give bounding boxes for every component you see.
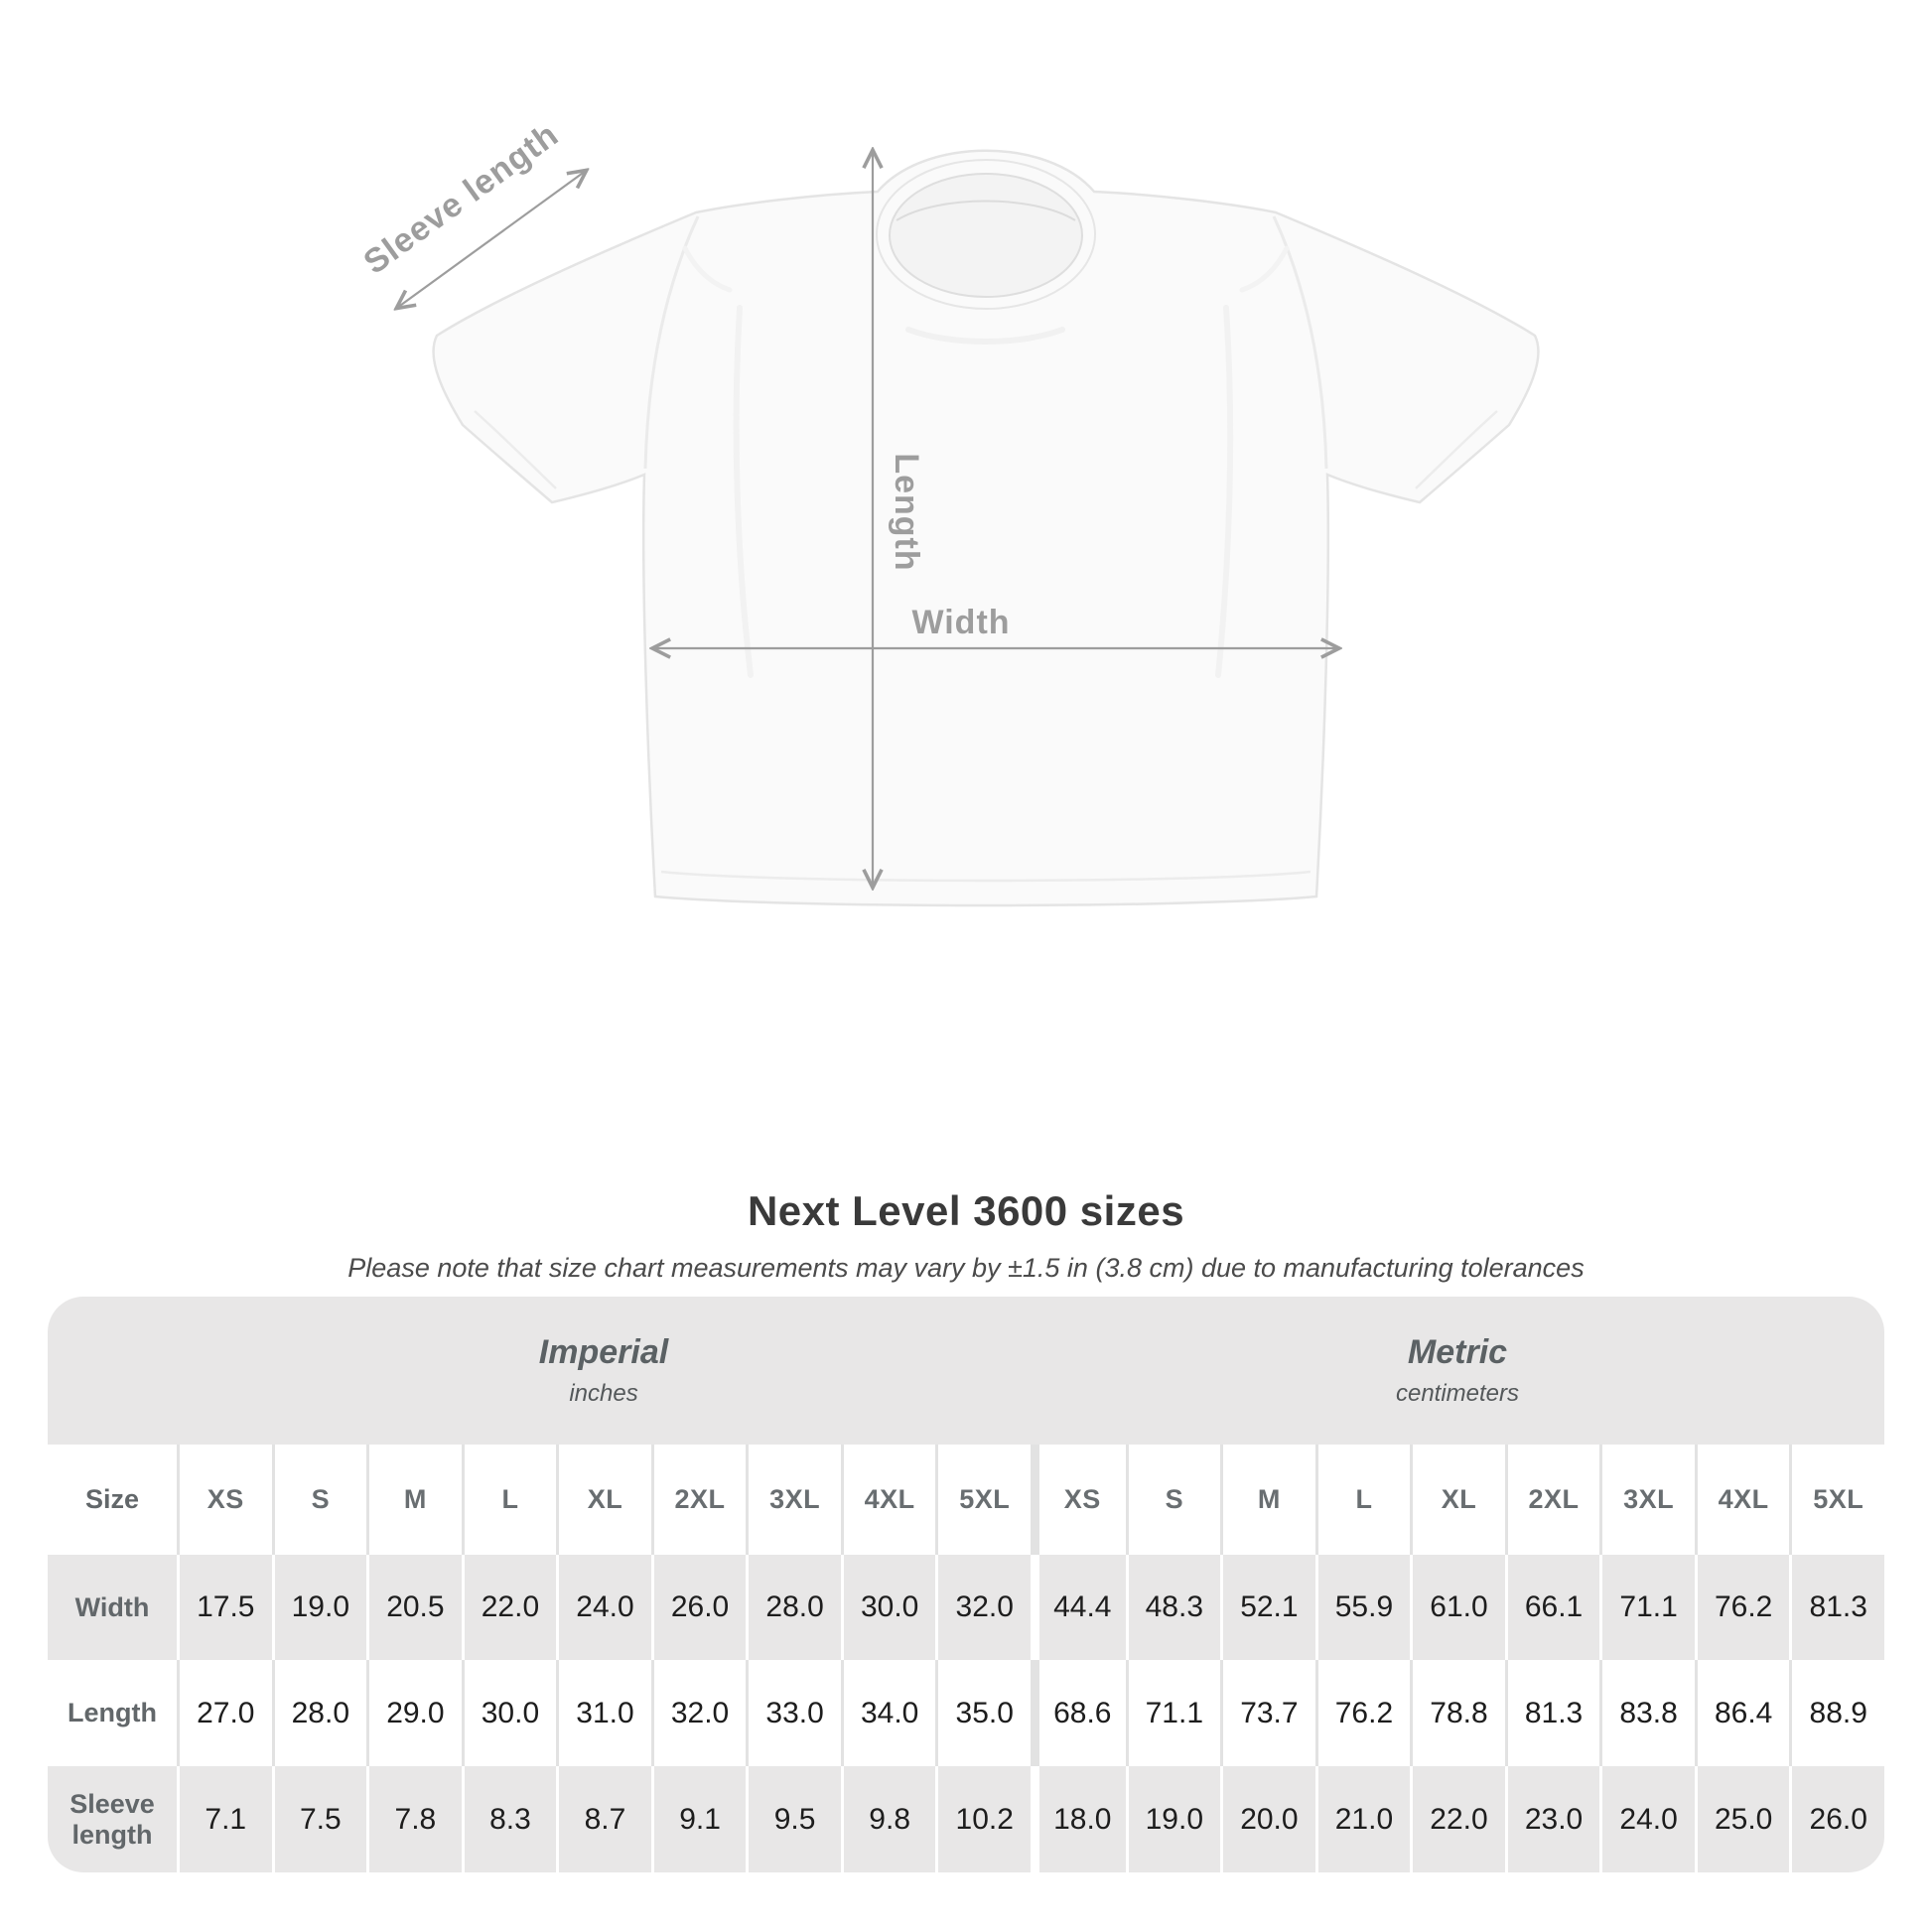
table-row-width	[48, 1555, 1884, 1660]
table-cell: 81.3	[1789, 1555, 1884, 1660]
table-cell: 33.0	[746, 1660, 841, 1766]
table-size-header-row	[48, 1445, 1884, 1555]
table-cell: 34.0	[841, 1660, 936, 1766]
table-cell: 23.0	[1505, 1766, 1600, 1872]
size-col-header: XL	[556, 1445, 651, 1555]
table-cell: 24.0	[556, 1555, 651, 1660]
table-cell: 8.7	[556, 1766, 651, 1872]
metric-title: Metric	[1407, 1333, 1508, 1371]
table-cell: 32.0	[935, 1555, 1031, 1660]
table-unit-header-row	[48, 1297, 1884, 1445]
imperial-unit: inches	[569, 1380, 638, 1407]
table-row-sleeve-length	[48, 1766, 1884, 1872]
table-cell: 35.0	[935, 1660, 1031, 1766]
table-cell: 71.1	[1126, 1660, 1221, 1766]
table-cell: 22.0	[1410, 1766, 1505, 1872]
table-cell: 29.0	[366, 1660, 462, 1766]
table-cell: 8.3	[462, 1766, 557, 1872]
table-cell: 86.4	[1695, 1660, 1790, 1766]
table-cell: 25.0	[1695, 1766, 1790, 1872]
table-cell: 30.0	[462, 1660, 557, 1766]
table-cell: 76.2	[1315, 1660, 1411, 1766]
table-cell: 73.7	[1220, 1660, 1315, 1766]
size-col-header: 3XL	[1599, 1445, 1695, 1555]
table-cell: 48.3	[1126, 1555, 1221, 1660]
tshirt-graphic	[434, 151, 1539, 905]
size-col-header: 3XL	[746, 1445, 841, 1555]
sleeve-length-label: Sleeve length	[356, 115, 566, 282]
size-col-header: XS	[1031, 1445, 1126, 1555]
size-col-header: XL	[1410, 1445, 1505, 1555]
size-col-header: 4XL	[841, 1445, 936, 1555]
table-cell: 83.8	[1599, 1660, 1695, 1766]
table-cell: 28.0	[272, 1660, 367, 1766]
row-label: Sleeve length	[69, 1788, 155, 1850]
table-cell: 22.0	[462, 1555, 557, 1660]
row-label: Length	[68, 1698, 157, 1727]
size-col-header: S	[272, 1445, 367, 1555]
size-col-header: S	[1126, 1445, 1221, 1555]
size-col-header: M	[1220, 1445, 1315, 1555]
table-cell: 24.0	[1599, 1766, 1695, 1872]
table-cell: 9.8	[841, 1766, 936, 1872]
table-cell: 7.8	[366, 1766, 462, 1872]
table-cell: 81.3	[1505, 1660, 1600, 1766]
table-cell: 27.0	[177, 1660, 272, 1766]
table-cell: 71.1	[1599, 1555, 1695, 1660]
table-cell: 44.4	[1031, 1555, 1126, 1660]
size-header-label: Size	[84, 1484, 140, 1514]
size-col-header: XS	[177, 1445, 272, 1555]
table-cell: 32.0	[651, 1660, 747, 1766]
metric-group-header	[1031, 1297, 1884, 1445]
table-cell: 7.1	[177, 1766, 272, 1872]
size-col-header: 4XL	[1695, 1445, 1790, 1555]
table-cell: 30.0	[841, 1555, 936, 1660]
table-cell: 19.0	[272, 1555, 367, 1660]
size-col-header: L	[462, 1445, 557, 1555]
imperial-group-header	[177, 1297, 1031, 1445]
page-title: Next Level 3600 sizes	[747, 1187, 1185, 1234]
table-row-length	[48, 1660, 1884, 1766]
table-cell: 61.0	[1410, 1555, 1505, 1660]
table-cell: 19.0	[1126, 1766, 1221, 1872]
size-col-header: 5XL	[1789, 1445, 1884, 1555]
table-cell: 9.1	[651, 1766, 747, 1872]
table-cell: 28.0	[746, 1555, 841, 1660]
size-col-header: L	[1315, 1445, 1411, 1555]
table-cell: 20.0	[1220, 1766, 1315, 1872]
metric-unit: centimeters	[1395, 1380, 1520, 1407]
table-cell: 68.6	[1031, 1660, 1126, 1766]
table-cell: 55.9	[1315, 1555, 1411, 1660]
table-cell: 31.0	[556, 1660, 651, 1766]
table-cell: 7.5	[272, 1766, 367, 1872]
length-label: Length	[888, 453, 925, 572]
imperial-title: Imperial	[538, 1333, 669, 1371]
size-table	[48, 1297, 1884, 1872]
size-col-header: 2XL	[651, 1445, 747, 1555]
table-cell: 9.5	[746, 1766, 841, 1872]
table-corner-cell	[48, 1297, 177, 1445]
size-col-header: 5XL	[935, 1445, 1031, 1555]
table-cell: 88.9	[1789, 1660, 1884, 1766]
table-cell: 78.8	[1410, 1660, 1505, 1766]
table-cell: 76.2	[1695, 1555, 1790, 1660]
table-cell: 52.1	[1220, 1555, 1315, 1660]
table-cell: 18.0	[1031, 1766, 1126, 1872]
tshirt-measurement-diagram	[0, 0, 1932, 953]
table-cell: 17.5	[177, 1555, 272, 1660]
table-cell: 26.0	[651, 1555, 747, 1660]
tolerance-note: Please note that size chart measurements may vary by ±1.5 in (3.8 cm) due to manufacturing tolerances	[347, 1253, 1585, 1283]
table-cell: 21.0	[1315, 1766, 1411, 1872]
table-cell: 66.1	[1505, 1555, 1600, 1660]
row-label: Width	[74, 1591, 150, 1622]
table-cell: 10.2	[935, 1766, 1031, 1872]
size-col-header: M	[366, 1445, 462, 1555]
size-col-header: 2XL	[1505, 1445, 1600, 1555]
width-label: Width	[911, 604, 1011, 641]
table-cell: 26.0	[1789, 1766, 1884, 1872]
table-cell: 20.5	[366, 1555, 462, 1660]
